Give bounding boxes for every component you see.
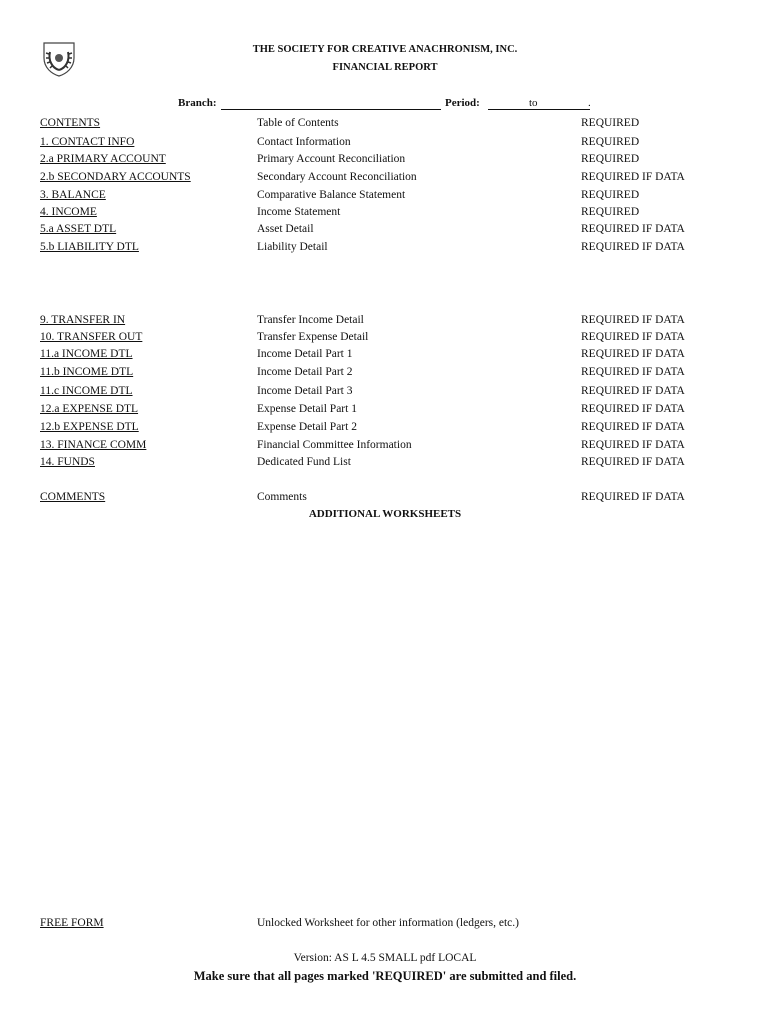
sheet-link-transfer-in[interactable]: 9. TRANSFER IN [40, 314, 126, 326]
requirement-status: REQUIRED IF DATA [581, 421, 685, 433]
sheet-description: Secondary Account Reconciliation [257, 171, 417, 183]
sheet-description: Comparative Balance Statement [257, 189, 406, 201]
branch-field[interactable] [221, 109, 441, 110]
sheet-link-transfer-out[interactable]: 10. TRANSFER OUT [40, 331, 143, 343]
contents-row [0, 241, 770, 257]
contents-row [0, 314, 770, 330]
contents-row [0, 206, 770, 222]
sheet-description: Expense Detail Part 1 [257, 403, 357, 415]
requirement-status: REQUIRED IF DATA [581, 241, 685, 253]
sheet-link-funds[interactable]: 14. FUNDS [40, 456, 95, 468]
sheet-link-finance-comm[interactable]: 13. FINANCE COMM [40, 439, 147, 451]
additional-worksheets-heading: ADDITIONAL WORKSHEETS [308, 508, 462, 520]
sheet-link-income[interactable]: 4. INCOME [40, 206, 97, 218]
period-to-label: to [529, 97, 538, 109]
sheet-description: Income Detail Part 1 [257, 348, 353, 360]
sheet-link-free-form[interactable]: FREE FORM [40, 917, 104, 929]
sheet-link-expense-dtl-b[interactable]: 12.b EXPENSE DTL [40, 421, 139, 433]
contents-row [0, 456, 770, 472]
period-label: Period: [445, 97, 480, 109]
sheet-link-balance[interactable]: 3. BALANCE [40, 189, 106, 201]
sheet-description: Liability Detail [257, 241, 328, 253]
sheet-description: Dedicated Fund List [257, 456, 351, 468]
contents-row [0, 385, 770, 401]
requirement-status: REQUIRED IF DATA [581, 314, 685, 326]
contents-row [0, 491, 770, 507]
sheet-description: Primary Account Reconciliation [257, 153, 406, 165]
requirement-status: REQUIRED IF DATA [581, 456, 685, 468]
requirement-status: REQUIRED IF DATA [581, 439, 685, 451]
requirement-status: REQUIRED [581, 136, 640, 148]
sheet-description: Income Statement [257, 206, 341, 218]
sheet-description: Transfer Expense Detail [257, 331, 369, 343]
period-field[interactable] [488, 109, 590, 110]
contents-row [0, 117, 770, 133]
contents-row [0, 171, 770, 187]
version-text: Version: AS L 4.5 SMALL pdf LOCAL [293, 952, 477, 964]
contents-row [0, 136, 770, 152]
sheet-link-income-dtl-a[interactable]: 11.a INCOME DTL [40, 348, 133, 360]
sheet-link-asset-dtl[interactable]: 5.a ASSET DTL [40, 223, 117, 235]
requirement-status: REQUIRED IF DATA [581, 366, 685, 378]
contents-row [0, 189, 770, 205]
sheet-description: Comments [257, 491, 307, 503]
sheet-description: Transfer Income Detail [257, 314, 364, 326]
sheet-link-primary-account[interactable]: 2.a PRIMARY ACCOUNT [40, 153, 166, 165]
contents-row [0, 348, 770, 364]
requirement-status: REQUIRED IF DATA [581, 171, 685, 183]
contents-row [0, 153, 770, 169]
contents-row [0, 366, 770, 382]
sheet-description: Income Detail Part 2 [257, 366, 353, 378]
sheet-description: Unlocked Worksheet for other information (ledgers, etc.) [257, 917, 519, 929]
contents-row [0, 439, 770, 455]
requirement-status: REQUIRED IF DATA [581, 385, 685, 397]
contents-row [0, 331, 770, 347]
sheet-description: Contact Information [257, 136, 351, 148]
sheet-link-secondary-accounts[interactable]: 2.b SECONDARY ACCOUNTS [40, 171, 191, 183]
org-title: THE SOCIETY FOR CREATIVE ANACHRONISM, INC. [252, 44, 518, 55]
branch-label: Branch: [178, 97, 217, 109]
requirement-status: REQUIRED [581, 153, 640, 165]
sheet-description: Financial Committee Information [257, 439, 412, 451]
sheet-link-expense-dtl-a[interactable]: 12.a EXPENSE DTL [40, 403, 139, 415]
requirement-status: REQUIRED IF DATA [581, 491, 685, 503]
sheet-link-contact-info[interactable]: 1. CONTACT INFO [40, 136, 135, 148]
submission-notice: Make sure that all pages marked 'REQUIRED' are submitted and filed. [193, 969, 577, 983]
contents-row [0, 223, 770, 239]
requirement-status: REQUIRED [581, 189, 640, 201]
contents-row [0, 421, 770, 437]
sheet-link-income-dtl-b[interactable]: 11.b INCOME DTL [40, 366, 134, 378]
requirement-status: REQUIRED [581, 117, 640, 129]
sheet-description: Income Detail Part 3 [257, 385, 353, 397]
sheet-description: Asset Detail [257, 223, 314, 235]
period-end-mark: . [588, 97, 591, 109]
requirement-status: REQUIRED [581, 206, 640, 218]
contents-row [0, 403, 770, 419]
report-title: FINANCIAL REPORT [332, 62, 438, 73]
sheet-description: Expense Detail Part 2 [257, 421, 357, 433]
requirement-status: REQUIRED IF DATA [581, 331, 685, 343]
requirement-status: REQUIRED IF DATA [581, 348, 685, 360]
sheet-link-contents[interactable]: CONTENTS [40, 117, 101, 129]
requirement-status: REQUIRED IF DATA [581, 223, 685, 235]
free-form-row [0, 917, 770, 933]
sheet-link-comments[interactable]: COMMENTS [40, 491, 106, 503]
requirement-status: REQUIRED IF DATA [581, 403, 685, 415]
sheet-link-liability-dtl[interactable]: 5.b LIABILITY DTL [40, 241, 139, 253]
sheet-link-income-dtl-c[interactable]: 11.c INCOME DTL [40, 385, 133, 397]
sheet-description: Table of Contents [257, 117, 339, 129]
